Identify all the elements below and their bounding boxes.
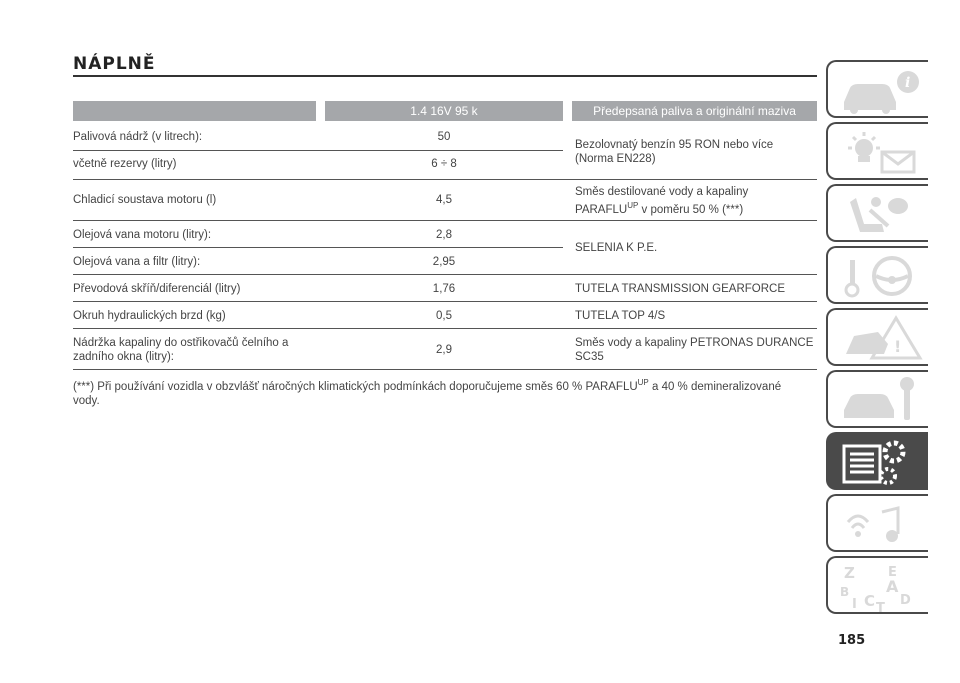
spec-brake: TUTELA TOP 4/S <box>575 310 666 322</box>
car-wrench-icon <box>836 376 926 426</box>
row-brakes-value: 0,5 <box>436 310 452 322</box>
header-fluids: Předepsaná paliva a originální maziva <box>572 101 817 121</box>
row-divider <box>73 179 817 180</box>
title-rule <box>73 75 817 77</box>
accident-warning-icon <box>836 314 926 364</box>
spec-fuel <box>575 138 817 166</box>
alphabet-index-icon <box>836 562 926 612</box>
spec-fuel-line1: Bezolovnatý benzín 95 RON nebo více <box>575 139 774 151</box>
svg-text:B: B <box>840 585 850 599</box>
media-music-icon <box>836 500 926 550</box>
svg-text:E: E <box>888 565 897 580</box>
row-reserve-label: včetně rezervy (litry) <box>73 158 177 170</box>
svg-text:I: I <box>852 597 857 612</box>
specifications-gear-icon <box>836 438 926 488</box>
footnote-sup: UP <box>637 378 649 387</box>
chapter-tab-specifications[interactable] <box>826 432 928 490</box>
row-washer-label-line1: Nádržka kapaliny do ostřikovačů čelního a <box>73 337 289 349</box>
spec-washer-line2: SC35 <box>575 351 604 363</box>
spec-fuel-line2: (Norma EN228) <box>575 153 656 165</box>
row-brakes-label: Okruh hydraulických brzd (kg) <box>73 310 226 322</box>
svg-text:Z: Z <box>844 564 855 582</box>
svg-text:T: T <box>876 601 885 612</box>
row-coolant-label: Chladicí soustava motoru (l) <box>73 194 217 206</box>
car-info-icon <box>836 66 926 116</box>
page-number: 185 <box>838 633 866 648</box>
row-divider <box>73 274 817 275</box>
row-oil-filter-value: 2,95 <box>432 256 456 268</box>
spec-coolant-line1: Směs destilované vody a kapaliny <box>575 186 749 198</box>
footnote-part1: (***) Při používání vozidla v obzvlášť náročných klimatických podmínkách doporučujeme směs 60 % PARAFLU <box>73 380 638 393</box>
footnote <box>73 376 817 408</box>
footnote-part2: a 40 % demineralizované <box>648 380 782 393</box>
svg-text:C: C <box>864 592 876 610</box>
row-oil-sump-label: Olejová vana motoru (litry): <box>73 229 212 241</box>
seat-airbag-icon <box>836 190 926 240</box>
row-washer-value: 2,9 <box>436 344 452 356</box>
chapter-tab-car-info[interactable] <box>826 60 928 118</box>
row-divider <box>73 150 563 151</box>
spec-gearbox: TUTELA TRANSMISSION GEARFORCE <box>575 283 786 295</box>
chapter-tab-index[interactable] <box>826 556 928 614</box>
row-divider <box>73 220 817 221</box>
chapter-tab-emergency[interactable] <box>826 308 928 366</box>
row-washer-label-line2: zadního okna (litry): <box>73 351 174 363</box>
row-divider <box>73 301 817 302</box>
chapter-tab-multimedia[interactable] <box>826 494 928 552</box>
spec-coolant-line2a: PARAFLU <box>575 203 628 216</box>
page-title: NÁPLNĚ <box>73 54 156 74</box>
row-reserve-value: 6 ÷ 8 <box>431 158 457 170</box>
row-gearbox-value: 1,76 <box>432 283 456 295</box>
svg-text:!: ! <box>894 337 902 356</box>
row-divider <box>73 247 563 248</box>
spec-washer-line1: Směs vody a kapaliny PETRONAS DURANCE <box>575 337 814 349</box>
spec-washer <box>575 336 817 364</box>
header-engine: 1.4 16V 95 k <box>325 101 563 121</box>
footnote-line2: vody. <box>73 394 100 407</box>
row-divider <box>73 369 817 370</box>
chapter-tab-maintenance[interactable] <box>826 370 928 428</box>
spec-coolant-sup: UP <box>627 201 639 210</box>
row-oil-filter-label: Olejová vana a filtr (litry): <box>73 256 201 268</box>
chapter-tab-starting-driving[interactable] <box>826 246 928 304</box>
chapter-tab-warning-lights[interactable] <box>826 122 928 180</box>
chapter-tab-safety[interactable] <box>826 184 928 242</box>
row-gearbox-label: Převodová skříň/diferenciál (litry) <box>73 283 241 295</box>
row-oil-sump-value: 2,8 <box>436 229 452 241</box>
warning-lights-message-icon <box>836 128 926 178</box>
header-empty <box>73 101 316 121</box>
row-fuel-tank-value: 50 <box>437 131 451 143</box>
row-divider <box>73 328 817 329</box>
row-coolant-value: 4,5 <box>436 194 452 206</box>
spec-coolant <box>575 185 817 217</box>
svg-text:D: D <box>900 593 911 608</box>
svg-text:A: A <box>886 577 899 596</box>
spec-coolant-line2b: v poměru 50 % (***) <box>638 203 744 216</box>
svg-text:i: i <box>905 75 911 91</box>
row-washer-label <box>73 336 313 364</box>
steering-key-icon <box>836 252 926 302</box>
row-fuel-tank-label: Palivová nádrž (v litrech): <box>73 131 203 143</box>
spec-oil: SELENIA K P.E. <box>575 242 658 254</box>
